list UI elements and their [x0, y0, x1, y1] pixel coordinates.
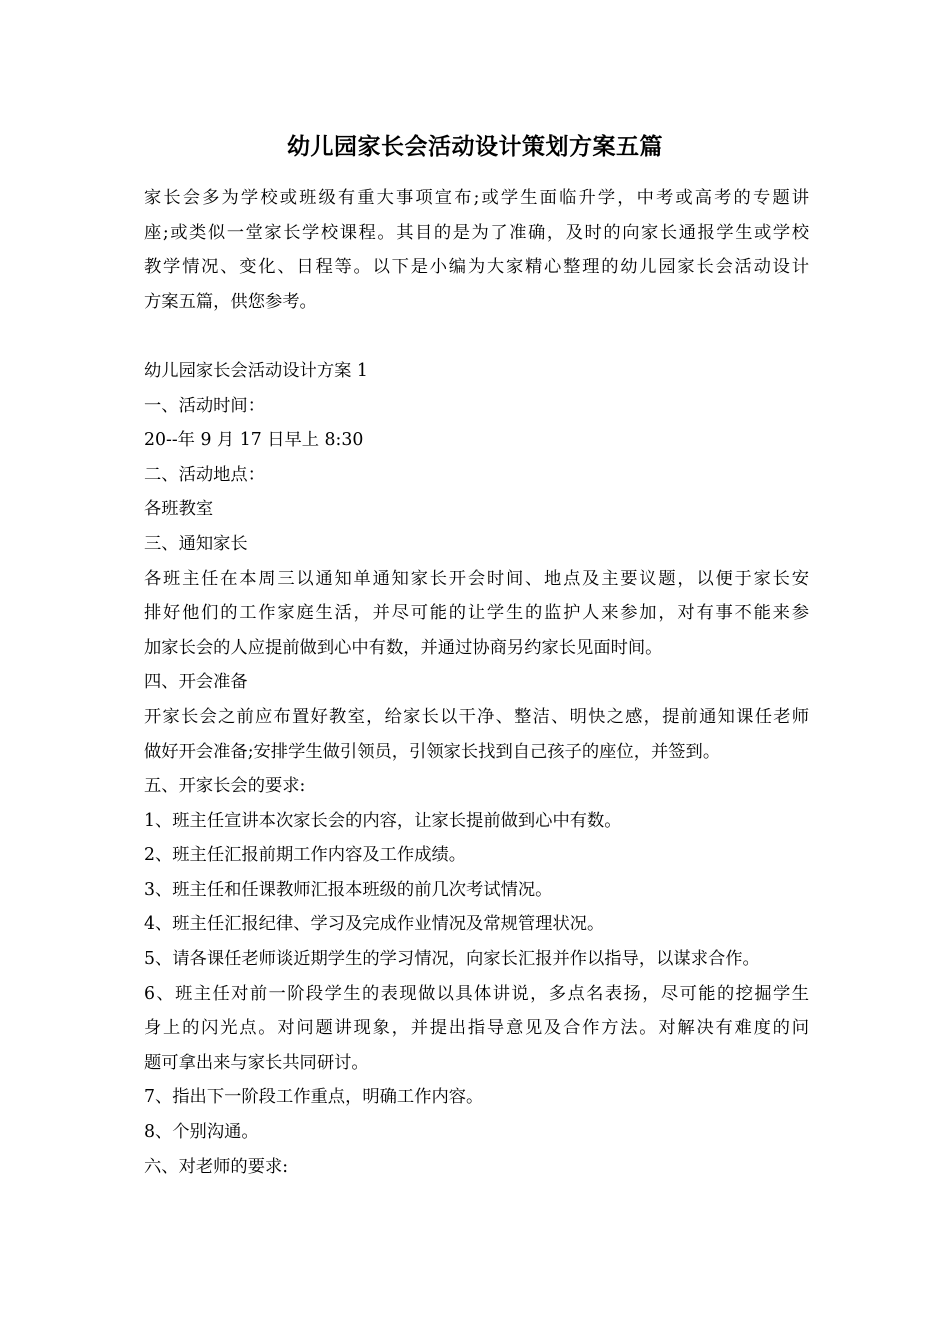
requirements-heading: 五、开家长会的要求: [144, 776, 306, 797]
paragraph-gap [144, 319, 809, 354]
requirement-item: 8、个别沟通。 [144, 1122, 259, 1143]
requirement-item: 1、班主任宣讲本次家长会的内容，让家长提前做到心中有数。 [144, 810, 622, 831]
time-heading: 一、活动时间： [144, 395, 265, 416]
requirement-item: 2、班主任汇报前期工作内容及工作成绩。 [144, 845, 467, 866]
intro-line: 方案五篇，供您参考。 [144, 291, 317, 312]
prep-text-line: 开家长会之前应布置好教室，给家长以干净、整洁、明快之感，提前通知课任老师 [144, 706, 809, 727]
intro-line: 教学情况、变化、日程等。以下是小编为大家精心整理的幼儿园家长会活动设计 [144, 257, 809, 278]
time-value: 20--年 9 月 17 日早上 8:30 [144, 430, 364, 451]
teacher-requirements-heading: 六、对老师的要求: [144, 1156, 289, 1177]
notify-text-line: 排好他们的工作家庭生活，并尽可能的让学生的监护人来参加，对有事不能来参 [144, 603, 809, 624]
document-body [144, 181, 809, 1184]
requirement-item: 3、班主任和任课教师汇报本班级的前几次考试情况。 [144, 879, 553, 900]
notify-text-line: 加家长会的人应提前做到心中有数，并通过协商另约家长见面时间。 [144, 637, 663, 658]
place-heading: 二、活动地点： [144, 464, 265, 485]
requirement-item-6-line: 6、班主任对前一阶段学生的表现做以具体讲说，多点名表扬，尽可能的挖掘学生 [144, 983, 809, 1004]
prep-text-line: 做好开会准备;安排学生做引领员，引领家长找到自己孩子的座位，并签到。 [144, 741, 721, 762]
intro-line: 座;或类似一堂家长学校课程。其目的是为了准确，及时的向家长通报学生或学校 [144, 222, 809, 243]
place-value: 各班教室 [144, 499, 214, 520]
requirement-item-6-line: 题可拿出来与家长共同研讨。 [144, 1052, 369, 1073]
notify-text-line: 各班主任在本周三以通知单通知家长开会时间、地点及主要议题，以便于家长安 [144, 568, 809, 589]
requirement-item: 7、指出下一阶段工作重点，明确工作内容。 [144, 1087, 484, 1108]
notify-heading: 三、通知家长 [144, 533, 248, 554]
prep-heading: 四、开会准备 [144, 672, 248, 693]
document-title: 幼儿园家长会活动设计策划方案五篇 [287, 133, 663, 160]
requirement-item-6-line: 身上的闪光点。对问题讲现象，并提出指导意见及合作方法。对解决有难度的问 [144, 1018, 809, 1039]
requirement-item: 4、班主任汇报纪律、学习及完成作业情况及常规管理状况。 [144, 914, 605, 935]
requirement-item: 5、请各课任老师谈近期学生的学习情况，向家长汇报并作以指导，以谋求合作。 [144, 949, 760, 970]
intro-line: 家长会多为学校或班级有重大事项宣布;或学生面临升学，中考或高考的专题讲 [144, 188, 809, 208]
section-heading: 幼儿园家长会活动设计方案 1 [144, 360, 368, 381]
